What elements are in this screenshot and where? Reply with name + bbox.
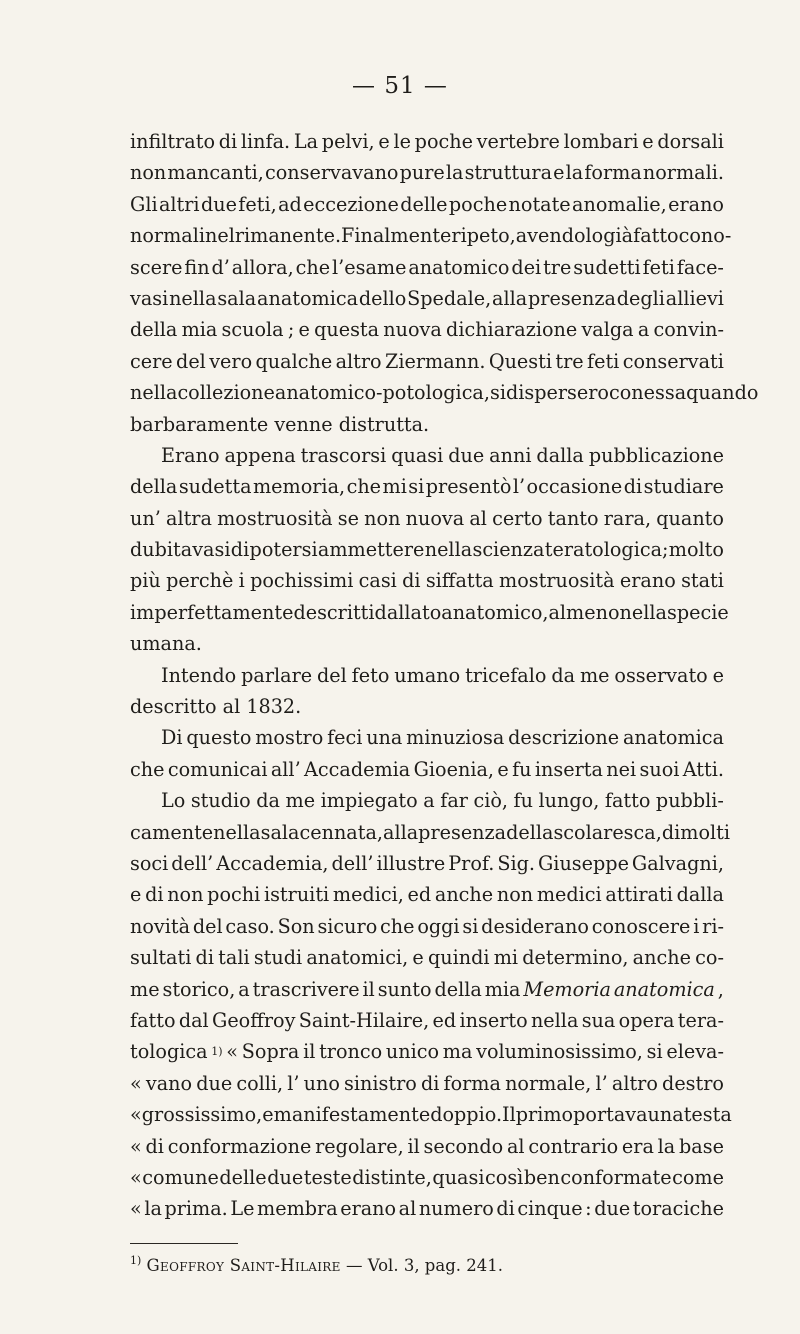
- page-number: — 51 —: [352, 73, 448, 99]
- text-line: più perchè i pochissimi casi di siffatta mostruosità erano stati: [130, 569, 724, 593]
- text-line: dubitavasi di potersi ammettere nella scienza teratologica; molto: [130, 538, 724, 562]
- footnote-author: Geoffroy Saint-Hilaire: [146, 1256, 341, 1275]
- text-line: umana.: [130, 632, 202, 656]
- text-line: novità del caso. Son sicuro che oggi si desiderano conoscere i ri-: [130, 914, 724, 938]
- text-line: della sudetta memoria, che mi si presentò l’ occasione di studiare: [130, 475, 724, 499]
- text-line: Di questo mostro feci una minuziosa descrizione anatomica: [161, 726, 724, 750]
- text-line: Erano appena trascorsi quasi due anni dalla pubblicazione: [161, 443, 724, 467]
- text-line: « di conformazione regolare, il secondo al contrario era la base: [130, 1134, 724, 1158]
- text-line: vasi nella sala anatomica dello Spedale, alla presenza degli allievi: [130, 286, 724, 310]
- text-line: « comune delle due teste distinte, quasi così ben conformate come: [130, 1165, 724, 1189]
- text-line: scere fin d’ allora, che l’esame anatomico dei tre sudetti feti face-: [130, 255, 724, 279]
- text-line: imperfettamente descritti dal lato anatomico, almeno nella specie: [130, 600, 729, 624]
- text-line: barbaramente venne distrutta.: [130, 412, 430, 436]
- text-line: normali nel rimanente. Finalmente ripeto, avendolo già fatto cono-: [130, 224, 732, 248]
- text-line: infiltrato di linfa. La pelvi, e le poche vertebre lombari e dorsali: [130, 130, 724, 153]
- footnote-reference: — Vol. 3, pag. 241.: [345, 1256, 503, 1275]
- footnote: [130, 1250, 503, 1277]
- text-line: tologica 1) « Sopra il tronco unico ma voluminosissimo, si eleva-: [130, 1040, 724, 1064]
- text-line: « grossissimo, e manifestamente doppio. Il primo portava una testa: [130, 1103, 732, 1127]
- text-line: e di non pochi istruiti medici, ed anche non medici attirati dalla: [130, 883, 724, 907]
- text-line: camente nella sala cennata, alla presenza della scolaresca, di molti: [130, 820, 730, 844]
- text-line: « vano due colli, l’ uno sinistro di forma normale, l’ altro destro: [130, 1071, 724, 1095]
- text-line: descritto al 1832.: [130, 695, 302, 719]
- text-line: un’ altra mostruosità se non nuova al certo tanto rara, quanto: [130, 506, 724, 530]
- text-line: sultati di tali studi anatomici, e quindi mi determino, anche co-: [130, 946, 724, 970]
- text-line: Lo studio da me impiegato a far ciò, fu lungo, fatto pubbli-: [161, 789, 724, 813]
- footnote-rule: [130, 1243, 238, 1244]
- text-line: soci dell’ Accademia, dell’ illustre Prof. Sig. Giuseppe Galvagni,: [130, 851, 724, 875]
- text-line: che comunicai all’ Accademia Gioenia, e fu inserta nei suoi Atti.: [130, 757, 724, 781]
- text-line: « la prima. Le membra erano al numero di cinque : due toraciche: [130, 1197, 724, 1221]
- body-text: [130, 126, 759, 1225]
- text-line: cere del vero qualche altro Ziermann. Questi tre feti conservati: [130, 349, 724, 373]
- text-line: non mancanti, conservavano pure la struttura e la forma normali.: [130, 161, 724, 185]
- text-line: fatto dal Geoffroy Saint-Hilaire, ed inserto nella sua opera tera-: [130, 1008, 724, 1032]
- text-line: Intendo parlare del feto umano tricefalo da me osservato e: [161, 663, 724, 687]
- text-line: della mia scuola ; e questa nuova dichiarazione valga a convin-: [130, 318, 724, 342]
- footnote-marker: 1): [130, 1254, 142, 1267]
- text-line: Gli altri due feti, ad eccezione delle poche notate anomalie, erano: [130, 192, 724, 216]
- text-line: nella collezione anatomico-potologica, si dispersero con essa quando: [130, 381, 759, 405]
- text-line: me storico, a trascrivere il sunto della mia Memoria anatomica ,: [130, 977, 724, 1001]
